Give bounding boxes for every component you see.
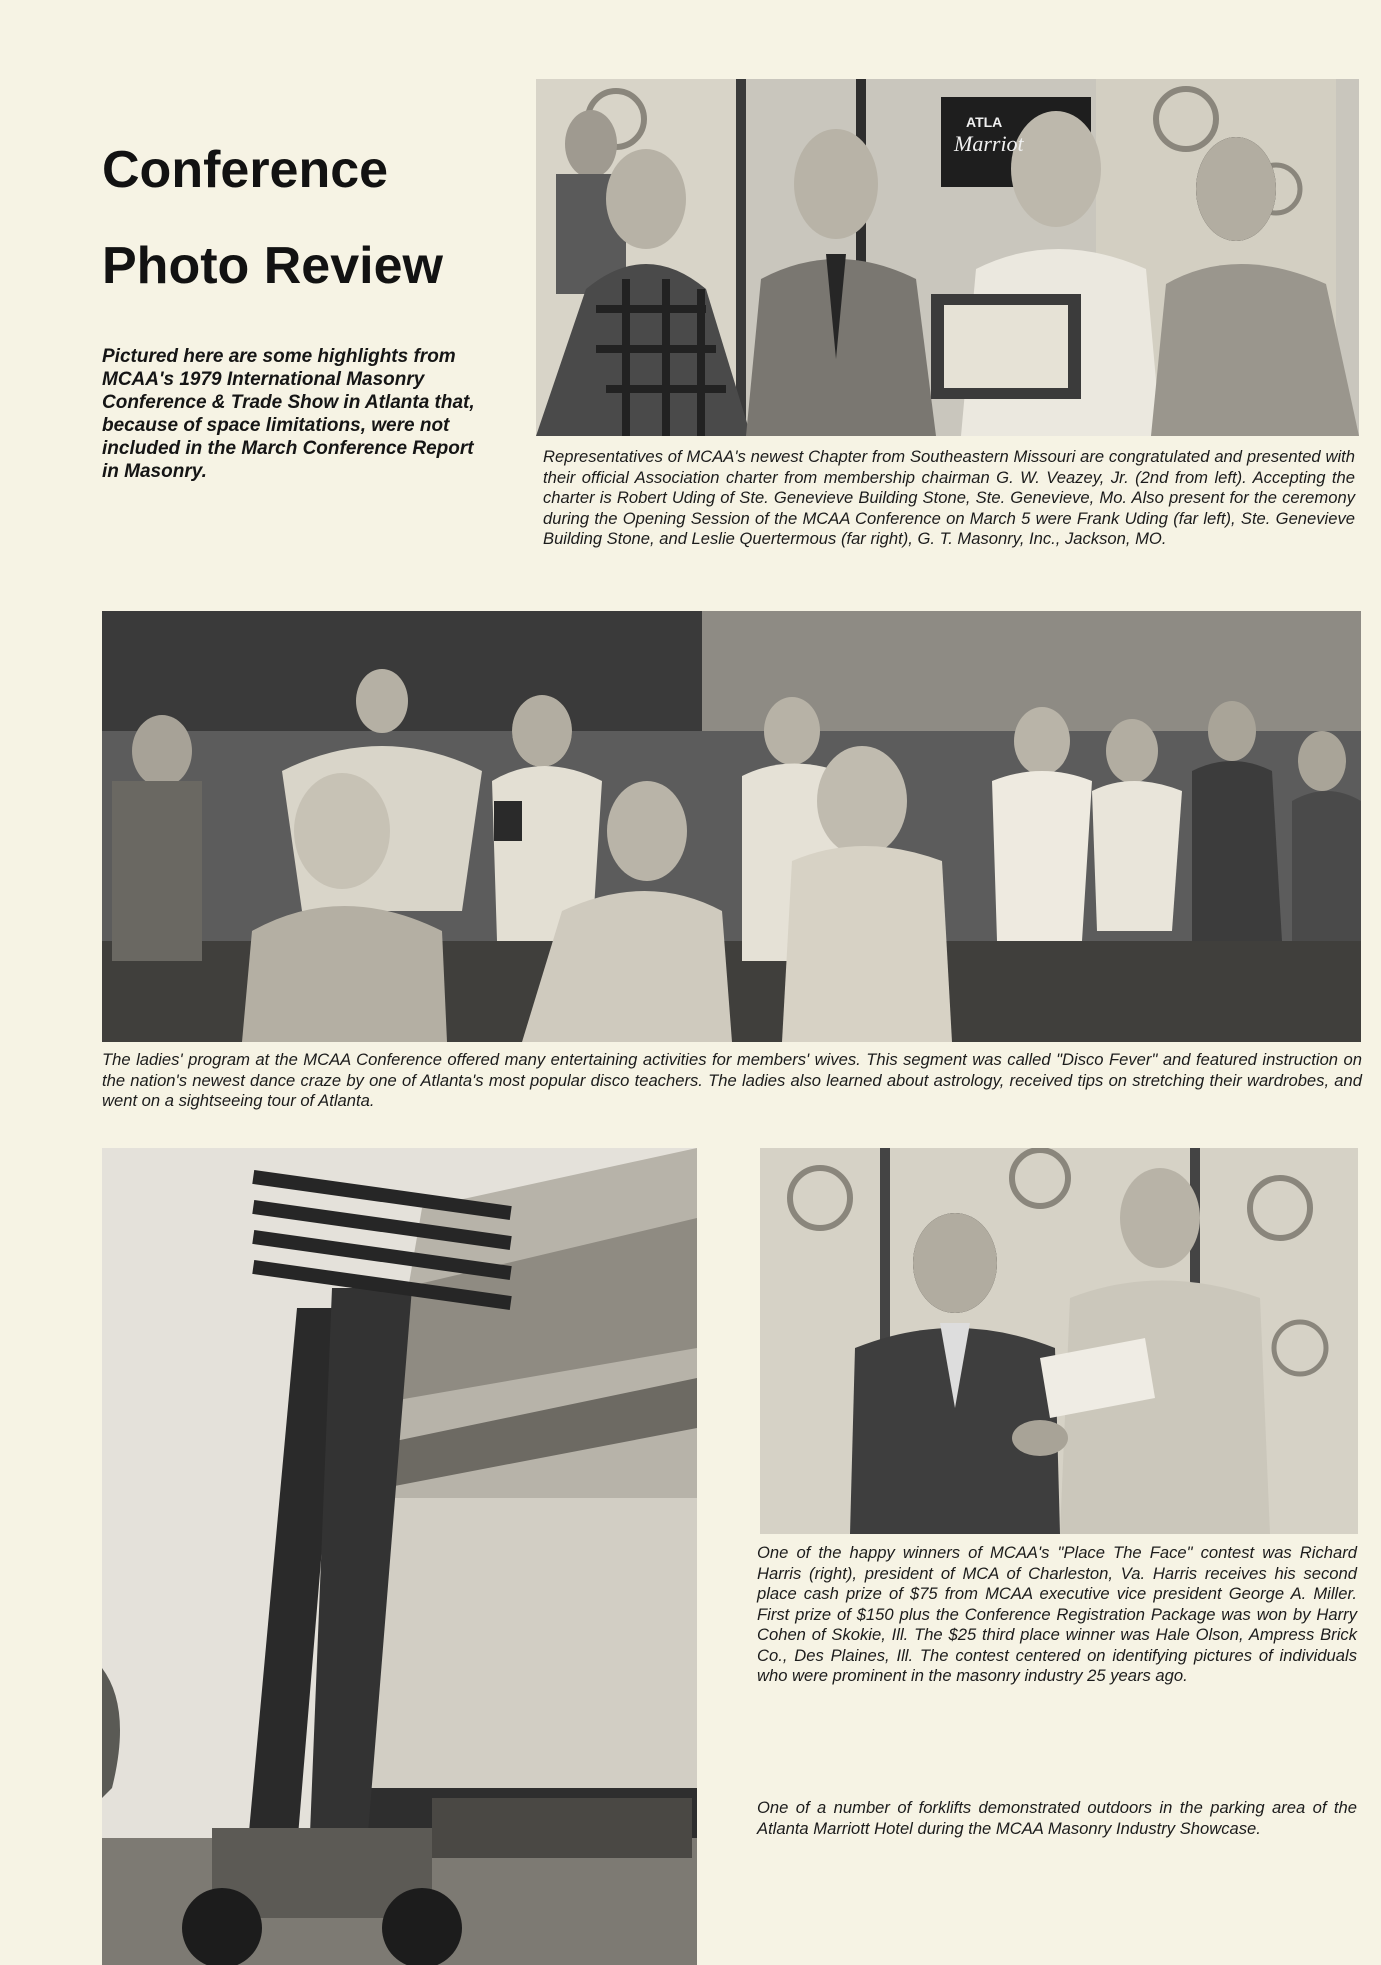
charter-presentation-photo xyxy=(536,79,1359,436)
disco-fever-photo xyxy=(102,611,1361,1042)
page-title xyxy=(102,122,522,314)
disco-caption: The ladies' program at the MCAA Conference offered many entertaining activities for members' wives. This segment was called "Disco Fever" and featured instruction on the nation's newest dance craze by one of Atlanta's most popular disco teachers. The ladies also learned about astrology, received tips on stretching their wardrobes, and went on a sightseeing tour of Atlanta. xyxy=(102,1050,1362,1110)
intro-text: Pictured here are some highlights from MCAA's 1979 International Masonry Conference & Trade Show in Atlanta that, because of space limitations, were not included in the March Conference Report in Masonry. xyxy=(102,346,475,482)
marriott-sign-text: ATLA xyxy=(966,114,1003,130)
title-line-2: Photo Review xyxy=(102,237,443,295)
forklift-caption: One of a number of forklifts demonstrated outdoors in the parking area of the Atlanta Marriott Hotel during the MCAA Masonry Industry Showcase. xyxy=(757,1798,1357,1838)
contest-caption: One of the happy winners of MCAA's "Place The Face" contest was Richard Harris (right), president of MCA of Charleston, Va. Harris receives his second place cash prize of $75 from MCAA executive vice president George A. Miller. First prize of $150 plus the Conference Registration Package was won by Harry Cohen of Skokie, Ill. The $25 third place winner was Hale Olson, Ampress Brick Co., Des Plaines, Ill. The contest centered on identifying pictures of individuals who were prominent in the masonry industry 25 years ago. xyxy=(757,1543,1357,1685)
title-line-1: Conference xyxy=(102,141,389,199)
marriott-sign-script: Marriot xyxy=(954,131,1024,156)
charter-caption: Representatives of MCAA's newest Chapter from Southeastern Missouri are congratulated and presented with their official Association charter from membership chairman G. W. Veazey, Jr. (2nd from left). Accepting the charter is Robert Uding of Ste. Genevieve Building Stone, Ste. Genevieve, Mo. Also present for the ceremony during the Opening Session of the MCAA Conference on March 5 were Frank Uding (far left), Ste. Genevieve Building Stone, and Leslie Quertermous (far right), G. T. Masonry, Inc., Jackson, MO. xyxy=(543,447,1355,548)
forklift-photo xyxy=(102,1148,697,1965)
contest-winner-photo xyxy=(760,1148,1358,1534)
